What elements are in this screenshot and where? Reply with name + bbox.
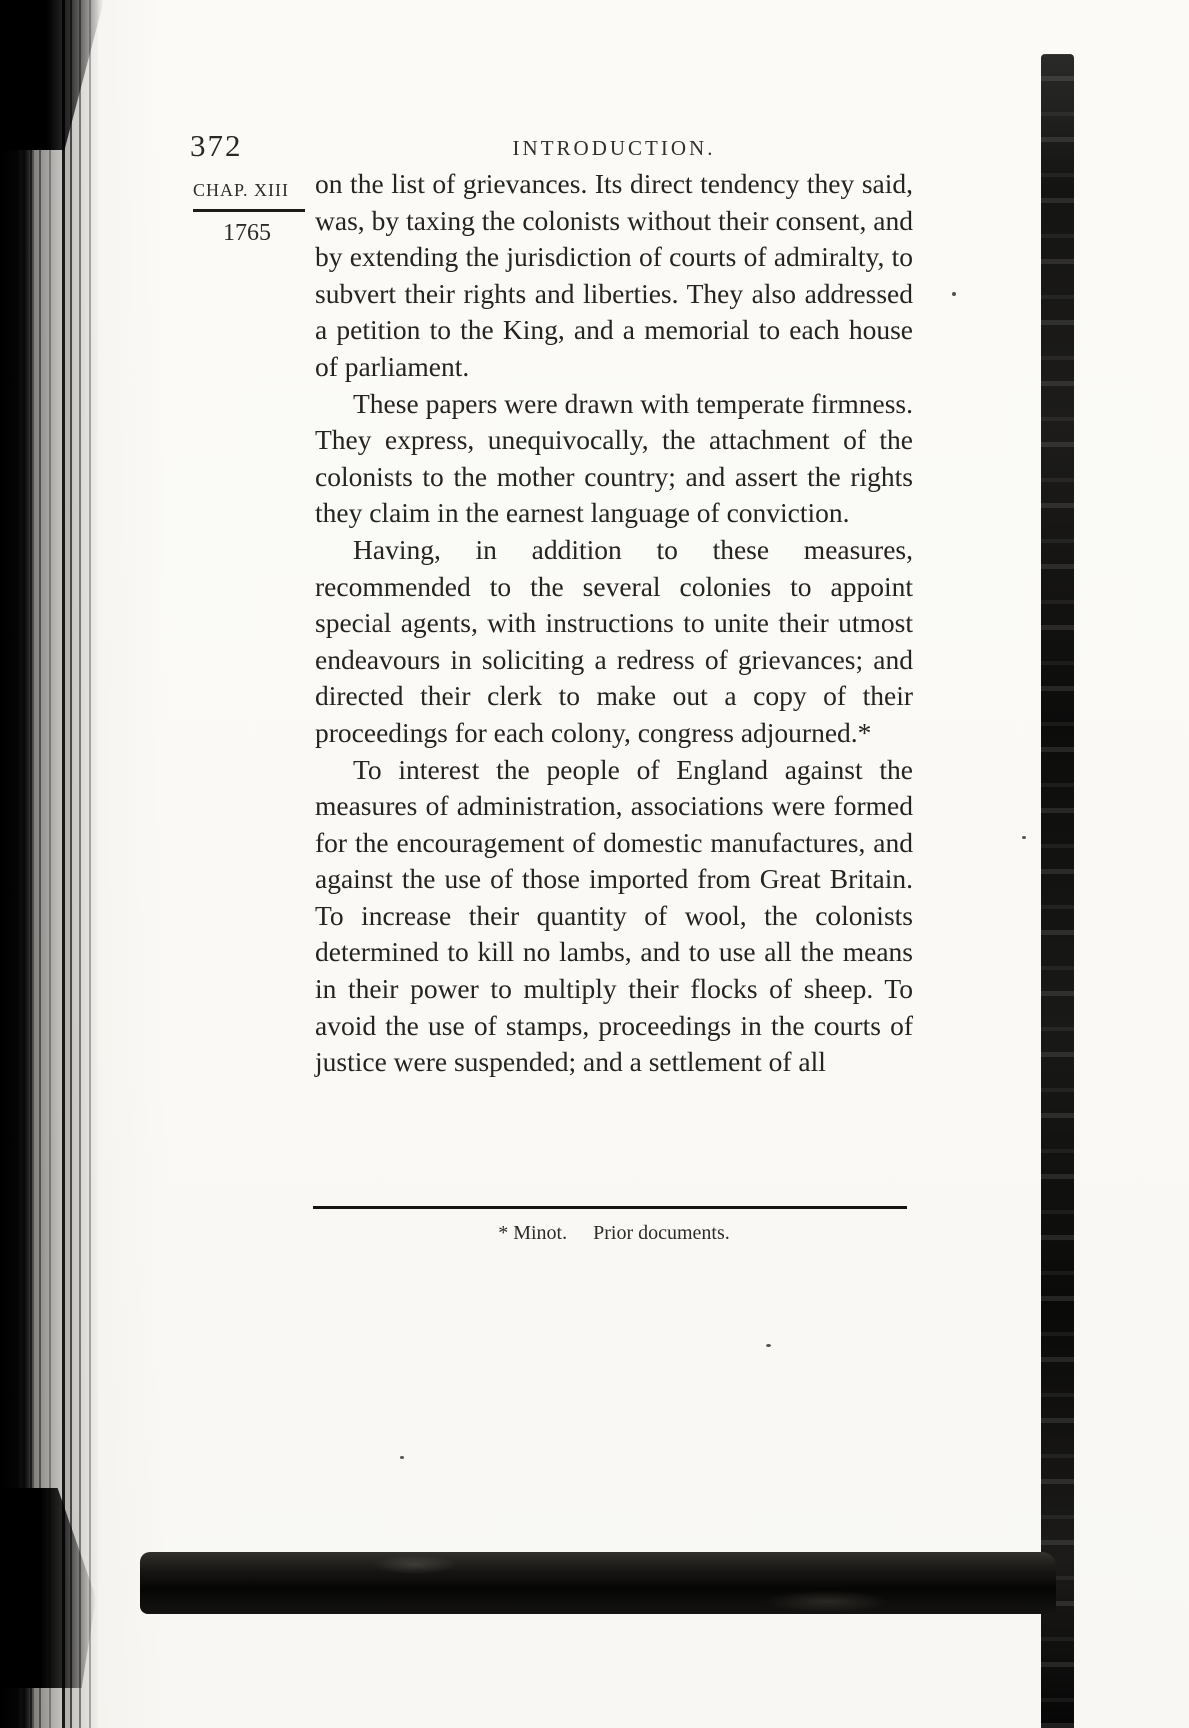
scan-binding-shadow (0, 0, 34, 1728)
paragraph: These papers were drawn with temperate firmness. They express, unequivocally, the attachment of the colonists to the mother country; and assert the rights they claim in the earnest language of conviction. (315, 387, 913, 529)
margin-rule (193, 209, 305, 212)
running-header: INTRODUCTION. (512, 136, 716, 160)
scan-edge-right (1041, 54, 1074, 1728)
footnote (315, 1222, 913, 1245)
scan-edge-bottom (140, 1552, 1056, 1614)
paragraph: To interest the people of England against the measures of administration, associations were formed for the encouragement of domestic manufactures, and against the use of those imported from Great Britain. To increase their quantity of wool, the colonists determined to kill no lambs, and to use all the means in their power to multiply their flocks of sheep. To avoid the use of stamps, proceedings in the courts of justice were suspended; and a settlement of all (315, 753, 913, 1078)
footnote-rule (313, 1206, 907, 1209)
footnote-source: * Minot. (498, 1222, 568, 1244)
body-text (315, 166, 913, 1081)
scan-speck (1022, 836, 1026, 839)
chapter-label: CHAP. XIII (193, 180, 290, 200)
margin-notes (193, 180, 309, 247)
page-number: 372 (190, 128, 243, 163)
footnote-text: Prior documents. (593, 1222, 730, 1244)
scan-speck (766, 1344, 771, 1347)
year-label: 1765 (223, 220, 271, 246)
scan-speck (952, 292, 956, 296)
paragraph: Having, in addition to these measures, recommended to the several colonies to appoint special agents, with instructions to unite their utmost endeavours in soliciting a redress of grievances; and directed their clerk to make out a copy of their proceedings for each colony, congress adjourned.* (315, 533, 913, 748)
paragraph: on the list of grievances. Its direct tendency they said, was, by taxing the colonists without their consent, and by extending the jurisdiction of courts of admiralty, to subvert their rights and liberties. They also addressed a petition to the King, and a memorial to each house of parliament. (315, 168, 913, 382)
scan-speck (400, 1456, 404, 1459)
